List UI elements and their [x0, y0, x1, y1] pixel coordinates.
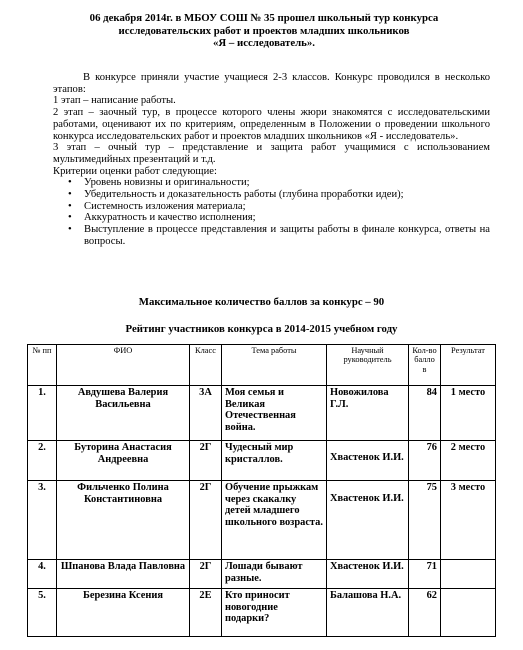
cell-result: 2 место [441, 441, 496, 481]
cell-score: 84 [409, 386, 441, 441]
cell-score: 76 [409, 441, 441, 481]
cell-class: 2Г [190, 560, 222, 589]
cell-num: 1. [28, 386, 57, 441]
cell-supervisor: Хвастенок И.И. [327, 441, 409, 481]
document-title [30, 12, 498, 50]
cell-num: 2. [28, 441, 57, 481]
cell-score: 75 [409, 481, 441, 560]
header-fio: ФИО [57, 345, 190, 386]
header-supervisor: Научный руководитель [327, 345, 409, 386]
cell-topic: Моя семья и Великая Отечественная война. [222, 386, 327, 441]
header-topic: Тема работы [222, 345, 327, 386]
table-row [28, 441, 496, 481]
header-score: Кол-во балло в [409, 345, 441, 386]
document-body [53, 72, 490, 248]
criteria-item: • Аккуратность и качество исполнения; [53, 212, 490, 224]
rating-table [27, 344, 496, 637]
criteria-item: • Убедительность и доказательность работы (глубина проработки идеи); [53, 189, 490, 201]
table-header-row [28, 345, 496, 386]
cell-result: 3 место [441, 481, 496, 560]
cell-topic: Кто приносит новогодние подарки? [222, 589, 327, 637]
title-line-1: 06 декабря 2014г. в МБОУ СОШ № 35 прошел школьный тур конкурса [89, 12, 439, 24]
cell-score: 62 [409, 589, 441, 637]
header-num: № пп [28, 345, 57, 386]
cell-fio: Березина Ксения [57, 589, 190, 637]
cell-result [441, 589, 496, 637]
criteria-intro: Критерии оценки работ следующие: [53, 165, 217, 177]
criteria-item: • Уровень новизны и оригинальности; [53, 177, 490, 189]
cell-num: 5. [28, 589, 57, 637]
criteria-item: • Выступление в процессе представления и защиты работы в финале конкурса, ответы на вопросы. [53, 224, 490, 247]
cell-supervisor: Хвастенок И.И. [327, 560, 409, 589]
table-row [28, 386, 496, 441]
cell-class: 2Г [190, 441, 222, 481]
cell-supervisor: Балашова Н.А. [327, 589, 409, 637]
header-result: Результат [441, 345, 496, 386]
criteria-list [53, 177, 490, 247]
stage-1-paragraph: 1 этап – написание работы. [53, 95, 176, 107]
cell-class: 2Г [190, 481, 222, 560]
cell-num: 4. [28, 560, 57, 589]
max-score-heading: Максимальное количество баллов за конкурс – 90 [138, 296, 385, 308]
cell-topic: Лошади бывают разные. [222, 560, 327, 589]
cell-num: 3. [28, 481, 57, 560]
table-row [28, 589, 496, 637]
cell-score: 71 [409, 560, 441, 589]
cell-class: 3А [190, 386, 222, 441]
cell-supervisor: Новожилова Г.Л. [327, 386, 409, 441]
header-class: Класс [190, 345, 222, 386]
cell-fio: Буторина Анастасия Андреевна [57, 441, 190, 481]
table-row [28, 560, 496, 589]
cell-class: 2Е [190, 589, 222, 637]
cell-result [441, 560, 496, 589]
title-line-3: «Я – исследователь». [212, 37, 315, 50]
stage-3-paragraph: 3 этап – очный тур – представление и защита работ учащимися с использованием мультимедийных презентаций и т.д. [53, 142, 490, 165]
cell-topic: Обучение прыжкам через скакалку детей младшего школьного возраста. [222, 481, 327, 560]
cell-fio: Фильченко Полина Константиновна [57, 481, 190, 560]
intro-paragraph: В конкурсе приняли участие учащиеся 2-3 классов. Конкурс проводился в несколько этапов: [53, 72, 490, 95]
cell-supervisor: Хвастенок И.И. [327, 481, 409, 560]
title-line-2: исследовательских работ и проектов младших школьников [118, 24, 410, 37]
rating-heading: Рейтинг участников конкурса в 2014-2015 учебном году [125, 323, 398, 335]
cell-fio: Шпанова Влада Павловна [57, 560, 190, 589]
cell-topic: Чудесный мир кристаллов. [222, 441, 327, 481]
table-row [28, 481, 496, 560]
cell-fio: Авдушева Валерия Васильевна [57, 386, 190, 441]
stage-2-paragraph: 2 этап – заочный тур, в процессе которого члены жюри знакомятся с исследовательскими работами, оценивают их по критериям, определенным в Положении о проведении школьного конкурса исследовательских работ и проектов младших школьников «Я - исследователь». [53, 107, 490, 142]
criteria-item: • Системность изложения материала; [53, 201, 490, 213]
cell-result: 1 место [441, 386, 496, 441]
